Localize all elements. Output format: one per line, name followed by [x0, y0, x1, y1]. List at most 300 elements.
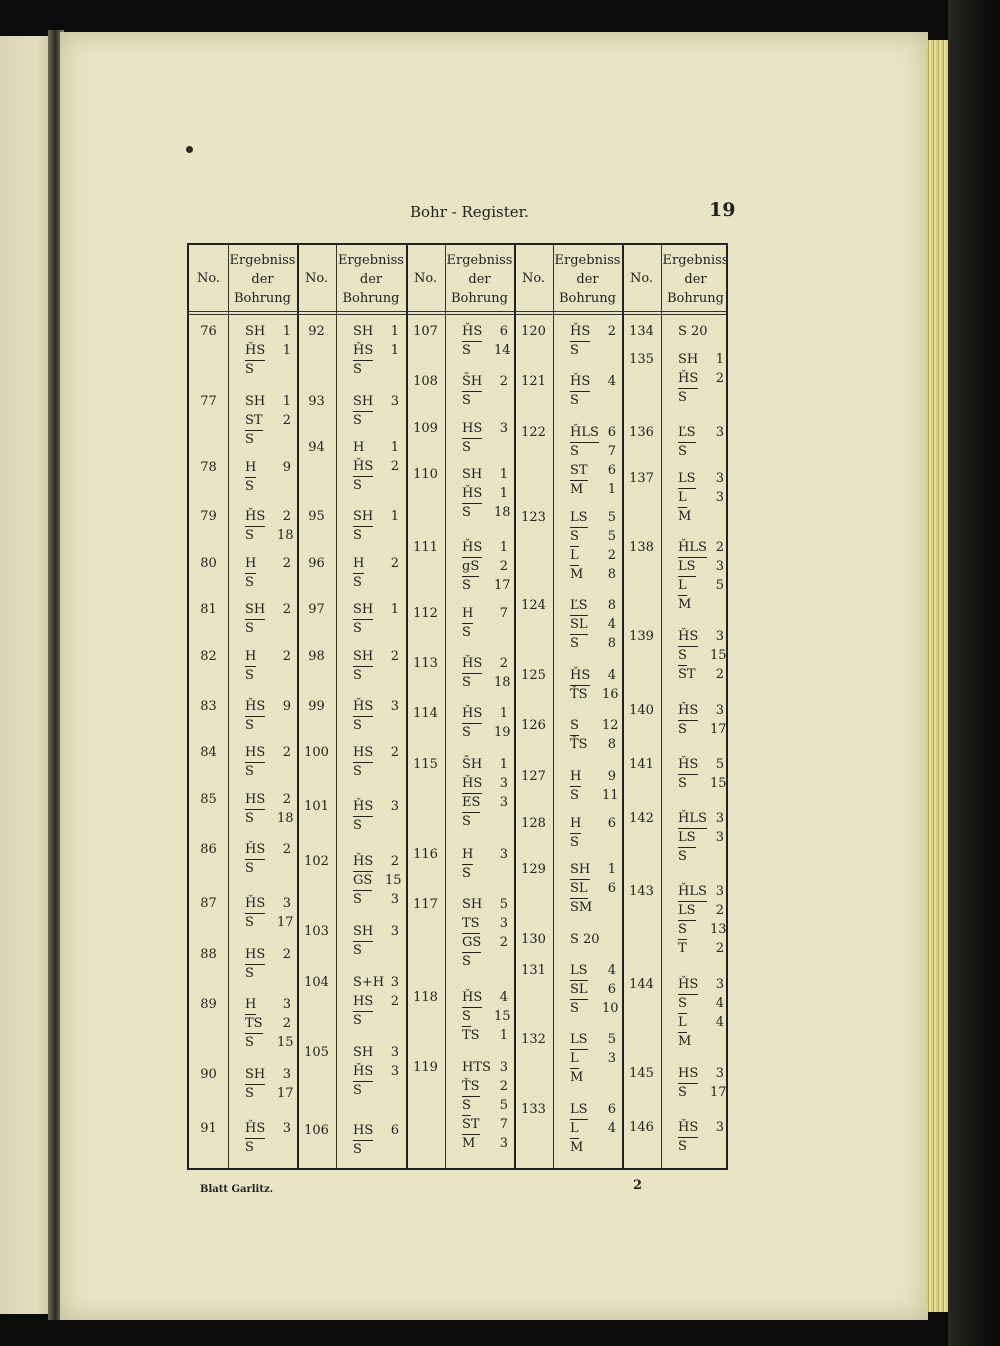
layer-thickness: 6	[390, 1123, 399, 1138]
layer-symbol: L	[678, 489, 687, 508]
layer-symbol: ȞS	[678, 628, 698, 647]
layer-symbol: S	[245, 966, 254, 981]
layer-symbol: S	[353, 818, 362, 833]
layer-symbol: S	[570, 393, 579, 408]
column-rule	[445, 245, 446, 1168]
layer-symbol: ST	[462, 1116, 480, 1135]
header-result	[553, 249, 622, 309]
layer-symbol: M	[678, 509, 692, 524]
layer-thickness: 8	[607, 598, 616, 613]
layer-symbol: S	[570, 528, 579, 547]
bore-number: 112	[413, 606, 438, 621]
page-number: 19	[709, 199, 736, 221]
layer-thickness: 1	[390, 440, 399, 455]
layer-thickness: 17	[277, 1086, 294, 1101]
bore-number: 109	[413, 421, 438, 436]
layer-symbol: S	[570, 343, 579, 358]
layer-thickness: 11	[602, 788, 619, 803]
layer-symbol: ȞS	[462, 989, 482, 1008]
layer-symbol: M	[570, 567, 584, 582]
layer-symbol: ȞS	[462, 485, 482, 504]
layer-symbol: L	[570, 1120, 579, 1139]
bore-number: 97	[308, 602, 325, 617]
bore-number: 80	[200, 556, 217, 571]
header-no: No.	[629, 270, 654, 286]
layer-symbol: S	[353, 764, 362, 779]
layer-symbol: S	[462, 1097, 471, 1116]
layer-symbol: S	[570, 636, 579, 651]
layer-thickness: 3	[715, 629, 724, 644]
layer-symbol: S	[353, 528, 362, 543]
layer-thickness: 3	[390, 975, 399, 990]
layer-symbol: S	[462, 954, 471, 969]
layer-symbol: SH	[245, 601, 265, 620]
layer-symbol: ȞS	[462, 323, 482, 342]
layer-thickness: 2	[390, 745, 399, 760]
layer-symbol: ȞS	[353, 458, 373, 477]
layer-thickness: 2	[715, 371, 724, 386]
bore-number: 105	[304, 1045, 329, 1060]
bore-number: 85	[200, 792, 217, 807]
header-result	[661, 249, 730, 309]
header-result-word: Bohrung	[450, 290, 509, 306]
bore-number: 86	[200, 842, 217, 857]
layer-symbol: S	[678, 849, 687, 864]
layer-symbol: LS	[570, 1031, 588, 1050]
layer-thickness: 2	[282, 556, 291, 571]
layer-symbol: S	[245, 479, 254, 494]
layer-symbol: S	[245, 621, 254, 636]
layer-symbol: L	[678, 577, 687, 596]
layer-symbol: H	[245, 555, 256, 574]
layer-symbol: S	[678, 1085, 687, 1100]
layer-thickness: 15	[710, 776, 727, 791]
bore-number: 143	[629, 884, 654, 899]
layer-symbol: S	[570, 444, 579, 459]
bore-number: 87	[200, 896, 217, 911]
layer-symbol: S	[678, 921, 687, 940]
layer-thickness: 3	[715, 559, 724, 574]
layer-thickness: 4	[715, 1015, 724, 1030]
bore-number: 146	[629, 1120, 654, 1135]
bore-number: 141	[629, 757, 654, 772]
bore-number: 128	[521, 816, 546, 831]
bore-number: 132	[521, 1032, 546, 1047]
bore-number: 123	[521, 510, 546, 525]
layer-symbol: S	[245, 811, 254, 826]
layer-symbol: S̄H	[462, 373, 482, 392]
layer-thickness: 4	[715, 996, 724, 1011]
layer-symbol: H	[462, 846, 473, 865]
bore-number: 122	[521, 425, 546, 440]
layer-symbol: LS	[570, 1101, 588, 1120]
layer-thickness: 2	[282, 792, 291, 807]
bore-number: 114	[413, 706, 438, 721]
layer-symbol: S	[678, 995, 687, 1014]
layer-symbol: M	[570, 1070, 584, 1085]
layer-thickness: 7	[499, 1117, 508, 1132]
layer-symbol: S	[462, 725, 471, 740]
layer-symbol: gS	[462, 558, 479, 577]
bore-number: 136	[629, 425, 654, 440]
layer-symbol: ST	[570, 462, 588, 481]
layer-symbol: TS	[245, 1015, 263, 1034]
layer-thickness: 17	[277, 915, 294, 930]
layer-symbol: ȞS	[462, 655, 482, 674]
layer-symbol: HS	[462, 420, 482, 439]
layer-symbol: SH	[353, 648, 373, 667]
layer-symbol: TS	[462, 1028, 480, 1043]
layer-symbol: S	[353, 943, 362, 958]
layer-thickness: 2	[715, 540, 724, 555]
layer-symbol: ĽS	[570, 597, 588, 616]
layer-symbol: S	[353, 621, 362, 636]
layer-thickness: 3	[499, 1136, 508, 1151]
layer-symbol: H	[462, 605, 473, 624]
layer-symbol: S	[570, 835, 579, 850]
layer-symbol: LS	[570, 509, 588, 528]
header-result-word: Ergebniss	[229, 252, 296, 268]
layer-thickness: 3	[390, 394, 399, 409]
layer-thickness: 3	[715, 811, 724, 826]
bore-register-table	[187, 243, 728, 1170]
layer-thickness: 3	[499, 916, 508, 931]
bore-number: 142	[629, 811, 654, 826]
bore-number: 120	[521, 324, 546, 339]
layer-thickness: 1	[499, 467, 508, 482]
layer-symbol: LS	[570, 962, 588, 981]
layer-symbol: S	[245, 915, 254, 930]
layer-thickness: 1	[282, 324, 291, 339]
layer-symbol: HS	[245, 791, 265, 810]
layer-symbol: S	[570, 788, 579, 803]
layer-thickness: 7	[499, 606, 508, 621]
layer-thickness: 3	[715, 830, 724, 845]
layer-symbol: TS	[462, 915, 480, 934]
layer-thickness: 6	[607, 816, 616, 831]
bore-number: 77	[200, 394, 217, 409]
column-rule	[336, 245, 337, 1168]
bore-number: 107	[413, 324, 438, 339]
layer-symbol: S 20	[570, 932, 600, 947]
bore-number: 124	[521, 598, 546, 613]
layer-thickness: 9	[282, 699, 291, 714]
layer-symbol: S	[245, 528, 254, 543]
left-facing-page	[0, 36, 52, 1314]
layer-symbol: H	[570, 815, 581, 834]
layer-symbol: LS	[678, 902, 696, 921]
layer-thickness: 1	[390, 509, 399, 524]
layer-symbol: SH	[353, 1045, 374, 1060]
layer-thickness: 2	[390, 556, 399, 571]
layer-symbol: S	[353, 718, 362, 733]
layer-thickness: 3	[715, 1120, 724, 1135]
running-title: Bohr - Register.	[410, 203, 529, 221]
layer-symbol: L	[570, 1050, 579, 1069]
layer-thickness: 3	[499, 776, 508, 791]
bore-number: 118	[413, 990, 438, 1005]
layer-thickness: 4	[607, 617, 616, 632]
bore-number: 116	[413, 847, 438, 862]
bore-number: 108	[413, 374, 438, 389]
layer-thickness: 4	[499, 990, 508, 1005]
layer-symbol: HS	[245, 946, 265, 965]
layer-symbol: S	[678, 1139, 687, 1154]
bore-number: 126	[521, 718, 546, 733]
layer-symbol: ST	[678, 667, 696, 682]
layer-thickness: 4	[607, 374, 616, 389]
layer-symbol: S	[353, 892, 362, 907]
layer-symbol: ȞS	[245, 508, 265, 527]
layer-thickness: 1	[499, 1028, 508, 1043]
bore-number: 92	[308, 324, 325, 339]
layer-symbol: HS	[353, 744, 373, 763]
layer-thickness: 18	[277, 528, 294, 543]
bore-number: 82	[200, 649, 217, 664]
layer-symbol: ȞS	[353, 853, 373, 872]
layer-symbol: ȞS	[462, 539, 482, 558]
layer-symbol: H	[245, 459, 256, 478]
layer-symbol: H	[570, 768, 581, 787]
layer-thickness: 17	[710, 722, 727, 737]
layer-symbol: H	[353, 555, 364, 574]
layer-symbol: S	[353, 1142, 362, 1157]
layer-symbol: SH	[462, 897, 483, 912]
layer-thickness: 3	[390, 799, 399, 814]
layer-symbol: ȞS	[462, 775, 482, 794]
layer-symbol: HS	[353, 993, 373, 1012]
layer-symbol: ȞS	[678, 370, 698, 389]
header-result	[336, 249, 406, 309]
layer-thickness: 3	[390, 892, 399, 907]
layer-symbol: ȞS	[678, 756, 698, 775]
bore-number: 135	[629, 352, 654, 367]
bore-number: 100	[304, 745, 329, 760]
bore-number: 119	[413, 1060, 438, 1075]
header-result-word: der	[359, 271, 383, 287]
layer-symbol: ŤS	[570, 737, 588, 752]
layer-thickness: 3	[715, 884, 724, 899]
layer-symbol: ST	[245, 412, 263, 431]
column-rule	[228, 245, 229, 1168]
layer-symbol: M	[678, 1034, 692, 1049]
layer-thickness: 1	[282, 394, 291, 409]
layer-thickness: 5	[715, 578, 724, 593]
bore-number: 103	[304, 924, 329, 939]
bore-number: 129	[521, 862, 546, 877]
bore-number: 79	[200, 509, 217, 524]
layer-thickness: 2	[390, 994, 399, 1009]
header-no: No.	[521, 270, 546, 286]
layer-symbol: ȞS	[462, 705, 482, 724]
layer-thickness: 10	[602, 1001, 619, 1016]
layer-thickness: 2	[499, 656, 508, 671]
layer-symbol: S	[245, 432, 254, 447]
layer-thickness: 19	[494, 725, 511, 740]
layer-symbol: ŤS	[570, 687, 588, 702]
column-rule	[661, 245, 662, 1168]
layer-symbol: SH	[245, 1066, 265, 1085]
bore-number: 83	[200, 699, 217, 714]
layer-symbol: ȞS	[245, 342, 265, 361]
bore-number: 89	[200, 997, 217, 1012]
layer-thickness: 13	[710, 922, 727, 937]
layer-symbol: SH	[462, 467, 483, 482]
bore-number: 88	[200, 947, 217, 962]
layer-thickness: 3	[715, 471, 724, 486]
layer-thickness: 17	[494, 578, 511, 593]
layer-thickness: 1	[499, 757, 508, 772]
layer-thickness: 3	[282, 1067, 291, 1082]
header-rule	[189, 311, 726, 312]
layer-thickness: 5	[499, 897, 508, 912]
layer-thickness: 4	[607, 1121, 616, 1136]
layer-thickness: 12	[602, 718, 619, 733]
layer-thickness: 1	[607, 482, 616, 497]
bore-number: 139	[629, 629, 654, 644]
layer-symbol: SH	[570, 861, 590, 880]
layer-thickness: 2	[499, 935, 508, 950]
layer-thickness: 2	[282, 745, 291, 760]
layer-thickness: 15	[277, 1035, 294, 1050]
layer-symbol: S	[353, 668, 362, 683]
book-binding	[948, 0, 1000, 1346]
header-result-word: Ergebniss	[554, 252, 621, 268]
bore-number: 111	[413, 540, 438, 555]
layer-thickness: 2	[607, 548, 616, 563]
layer-symbol: S	[678, 647, 687, 666]
layer-symbol: ȞS	[678, 702, 698, 721]
layer-symbol: M	[462, 1136, 476, 1151]
layer-symbol: SH	[353, 601, 373, 620]
layer-symbol: S	[245, 1035, 254, 1050]
layer-symbol: ȞS	[353, 698, 373, 717]
header-no: No.	[413, 270, 438, 286]
layer-thickness: 8	[607, 636, 616, 651]
layer-thickness: 9	[282, 460, 291, 475]
bore-number: 130	[521, 932, 546, 947]
layer-symbol: S 20	[678, 324, 708, 339]
header-result-word: Bohrung	[666, 290, 725, 306]
layer-symbol: S	[462, 393, 471, 408]
bore-number: 121	[521, 374, 546, 389]
layer-thickness: 2	[390, 649, 399, 664]
layer-thickness: 8	[607, 567, 616, 582]
layer-thickness: 2	[499, 374, 508, 389]
layer-symbol: S	[462, 814, 471, 829]
layer-thickness: 1	[390, 324, 399, 339]
header-result-word: der	[468, 271, 491, 287]
layer-symbol: SL	[570, 616, 588, 635]
layer-symbol: SH	[353, 923, 373, 942]
layer-thickness: 2	[715, 667, 724, 682]
layer-thickness: 1	[499, 706, 508, 721]
layer-symbol: SM	[570, 900, 593, 915]
header-result-word: Bohrung	[342, 290, 400, 306]
layer-symbol: S	[462, 505, 471, 520]
layer-symbol: HS	[678, 1065, 698, 1084]
bore-number: 144	[629, 977, 654, 992]
layer-symbol: H	[353, 440, 365, 455]
bore-number: 127	[521, 769, 546, 784]
header-rule	[189, 314, 726, 315]
layer-thickness: 6	[607, 463, 616, 478]
layer-thickness: 3	[715, 703, 724, 718]
header-no: No.	[196, 270, 221, 286]
bore-number: 106	[304, 1123, 329, 1138]
layer-thickness: 2	[282, 509, 291, 524]
header-result-word: der	[576, 271, 599, 287]
layer-thickness: 15	[385, 873, 402, 888]
layer-symbol: LS	[678, 470, 696, 489]
layer-symbol: S	[678, 390, 687, 405]
layer-thickness: 2	[282, 947, 291, 962]
bore-number: 134	[629, 324, 654, 339]
layer-thickness: 15	[710, 648, 727, 663]
layer-symbol: S	[353, 362, 362, 377]
layer-symbol: S	[678, 722, 687, 737]
header-result-word: der	[251, 271, 274, 287]
layer-thickness: 1	[390, 343, 399, 358]
bore-number: 96	[308, 556, 325, 571]
layer-thickness: 17	[710, 1085, 727, 1100]
layer-thickness: 2	[282, 649, 291, 664]
layer-symbol: ȞLS	[678, 539, 707, 558]
layer-symbol: ȞLS	[678, 883, 707, 902]
layer-symbol: ȞLS	[678, 810, 707, 829]
bore-number: 84	[200, 745, 217, 760]
header-result-word: Bohrung	[233, 290, 292, 306]
layer-symbol: ES	[462, 794, 480, 813]
layer-symbol: S	[245, 1086, 254, 1101]
layer-symbol: SH	[353, 324, 374, 339]
layer-thickness: 6	[607, 425, 616, 440]
layer-thickness: 1	[715, 352, 724, 367]
layer-symbol: S	[462, 343, 471, 358]
layer-symbol: S	[462, 1008, 471, 1027]
layer-thickness: 6	[607, 1102, 616, 1117]
layer-symbol: ȞS	[678, 976, 698, 995]
layer-symbol: S	[462, 625, 471, 640]
layer-thickness: 14	[494, 343, 511, 358]
layer-symbol: S	[678, 444, 687, 459]
layer-thickness: 1	[607, 862, 616, 877]
layer-symbol: SH	[678, 352, 699, 367]
layer-symbol: ȞS	[245, 841, 265, 860]
bore-number: 91	[200, 1121, 217, 1136]
header-result-word: Ergebniss	[446, 252, 513, 268]
header-result-word: Ergebniss	[338, 252, 404, 268]
layer-symbol: S̄H	[462, 757, 483, 772]
layer-thickness: 1	[499, 540, 508, 555]
layer-thickness: 3	[282, 896, 291, 911]
layer-thickness: 2	[715, 941, 724, 956]
bore-number: 76	[200, 324, 217, 339]
layer-thickness: 3	[390, 924, 399, 939]
bore-number: 95	[308, 509, 325, 524]
bore-number: 110	[413, 467, 438, 482]
layer-thickness: 2	[282, 602, 291, 617]
layer-thickness: 3	[499, 795, 508, 810]
bore-number: 133	[521, 1102, 546, 1117]
layer-symbol: ȞS	[245, 698, 265, 717]
layer-thickness: 9	[607, 769, 616, 784]
layer-thickness: 3	[390, 1064, 399, 1079]
bore-number: 78	[200, 460, 217, 475]
layer-symbol: LS	[678, 829, 696, 848]
layer-symbol: S	[353, 1083, 362, 1098]
layer-symbol: GS	[353, 872, 372, 891]
